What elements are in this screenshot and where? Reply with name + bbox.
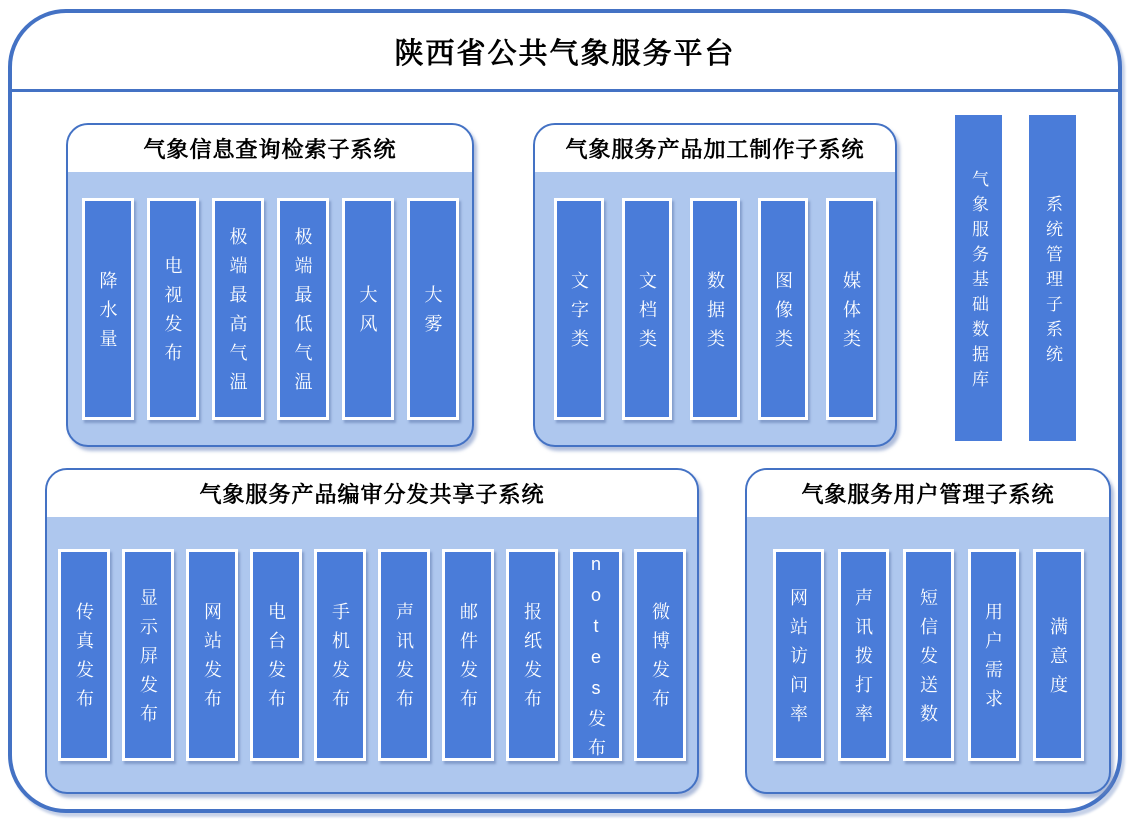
block-radio-release (250, 549, 302, 761)
block-label: 短信发送数 (918, 587, 938, 733)
block-image-type (758, 198, 808, 420)
block-text-type (554, 198, 604, 420)
panel-user-management (745, 468, 1111, 794)
block-email-release (442, 549, 494, 761)
title-band (12, 13, 1118, 92)
panel-product-distribution-body (47, 517, 697, 792)
block-system-management (1029, 115, 1076, 441)
block-label: 大雾 (422, 285, 443, 343)
block-website-visit-rate (773, 549, 824, 761)
block-extreme-min-temp (277, 198, 329, 420)
block-strong-wind (342, 198, 394, 420)
block-user-demand (968, 549, 1019, 761)
panel-product-production (533, 123, 897, 447)
block-label: 文字类 (569, 270, 589, 358)
block-weibo-release (634, 549, 686, 761)
block-label: 文档类 (637, 270, 657, 358)
block-label: 媒体类 (841, 270, 861, 358)
block-label: 声讯发布 (394, 602, 414, 718)
block-label: 传真发布 (74, 602, 94, 718)
block-heavy-fog (407, 198, 459, 420)
block-voice-call-rate (838, 549, 889, 761)
panel-query-retrieval-body (68, 172, 472, 445)
block-label: 网站访问率 (788, 587, 808, 733)
block-label: 满意度 (1048, 616, 1068, 704)
block-label: notes发布 (586, 553, 606, 767)
block-label: 电视发布 (162, 256, 183, 372)
panel-product-production-title: 气象服务产品加工制作子系统 (535, 125, 895, 172)
block-label: 气象服务基础数据库 (969, 169, 988, 395)
block-rainfall (82, 198, 134, 420)
block-label: 系统管理子系统 (1043, 194, 1062, 370)
block-data-type (690, 198, 740, 420)
block-voice-release (378, 549, 430, 761)
block-label: 网站发布 (202, 602, 222, 718)
panel-user-management-body (747, 517, 1109, 792)
page-title: 陕西省公共气象服务平台 (394, 37, 736, 70)
block-label: 用户需求 (983, 602, 1003, 718)
panel-product-production-body (535, 172, 895, 445)
block-fax-release (58, 549, 110, 761)
block-label: 降水量 (97, 270, 118, 358)
block-website-release (186, 549, 238, 761)
block-label: 数据类 (705, 270, 725, 358)
block-label: 报纸发布 (522, 602, 542, 718)
block-label: 大风 (357, 285, 378, 343)
block-extreme-max-temp (212, 198, 264, 420)
block-label: 极端最高气温 (227, 227, 248, 401)
block-media-type (826, 198, 876, 420)
block-label: 电台发布 (266, 602, 286, 718)
block-mobile-release (314, 549, 366, 761)
panel-query-retrieval (66, 123, 474, 447)
panel-user-management-title: 气象服务用户管理子系统 (747, 470, 1109, 517)
block-tv-release (147, 198, 199, 420)
panel-query-retrieval-title: 气象信息查询检索子系统 (68, 125, 472, 172)
block-sms-sent-count (903, 549, 954, 761)
block-label: 手机发布 (330, 602, 350, 718)
block-label: 邮件发布 (458, 602, 478, 718)
block-display-screen-release (122, 549, 174, 761)
block-label: 图像类 (773, 270, 793, 358)
panel-product-distribution (45, 468, 699, 794)
block-label: 极端最低气温 (292, 227, 313, 401)
block-label: 微博发布 (650, 602, 670, 718)
block-document-type (622, 198, 672, 420)
block-notes-release (570, 549, 622, 767)
block-label: 声讯拨打率 (853, 587, 873, 733)
block-label: 显示屏发布 (138, 587, 158, 733)
block-newspaper-release (506, 549, 558, 761)
block-base-database (955, 115, 1002, 441)
panel-product-distribution-title: 气象服务产品编审分发共享子系统 (47, 470, 697, 517)
block-satisfaction (1033, 549, 1084, 761)
